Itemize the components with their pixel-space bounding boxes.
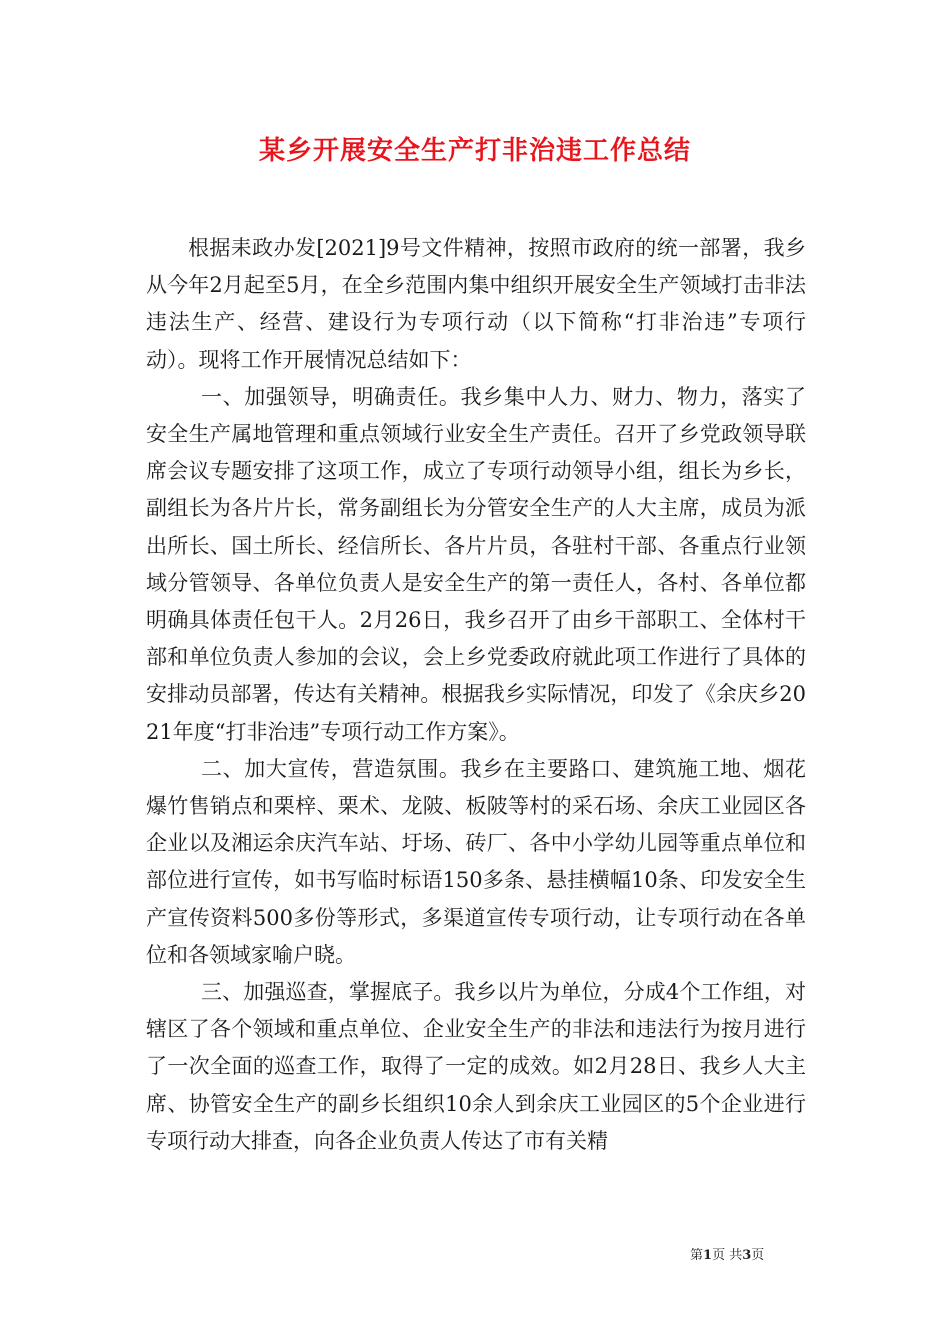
footer-middle: 页 共 <box>712 1248 743 1263</box>
intro-paragraph: 根据耒政办发[2021]9号文件精神，按照市政府的统一部署，我乡从今年2月起至5月，在全乡范围内集中组织开展安全生产领域打击非法违法生产、经营、建设行为专项行动（以下简称“打非治违”专项行动）。现将工作开展情况总结如下： <box>146 236 806 372</box>
footer-prefix: 第 <box>690 1248 704 1263</box>
document-title: 某乡开展安全生产打非治违工作总结 <box>258 136 691 166</box>
page-footer <box>690 1248 764 1264</box>
footer-current-page: 1 <box>703 1248 713 1263</box>
section-1-paragraph: 一、加强领导，明确责任。我乡集中人力、财力、物力，落实了安全生产属地管理和重点领域行业安全生产责任。召开了乡党政领导联席会议专题安排了这项工作，成立了专项行动领导小组，组长为乡长，副组长为各片片长，常务副组长为分管安全生产的人大主席，成员为派出所长、国土所长、经信所长、各片片员，各驻村干部、各重点行业领域分管领导、各单位负责人是安全生产的第一责任人，各村、各单位都明确具体责任包干人。2月26日，我乡召开了由乡干部职工、全体村干部和单位负责人参加的会议，会上乡党委政府就此项工作进行了具体的安排动员部署，传达有关精神。根据我乡实际情况，印发了《余庆乡2021年度“打非治违”专项行动工作方案》。 <box>146 384 806 744</box>
section-3-paragraph: 三、加强巡查，掌握底子。我乡以片为单位，分成4个工作组，对辖区了各个领域和重点单位、企业安全生产的非法和违法行为按月进行了一次全面的巡查工作，取得了一定的成效。如2月28日、我乡人大主席、协管安全生产的副乡长组织10余人到余庆工业园区的5个企业进行专项行动大排查，向各企业负责人传达了市有关精 <box>146 980 806 1153</box>
document-body <box>146 230 806 1160</box>
section-2-paragraph: 二、加大宣传，营造氛围。我乡在主要路口、建筑施工地、烟花爆竹售销点和栗梓、栗术、龙陂、板陂等村的采石场、余庆工业园区各企业以及湘运余庆汽车站、圩场、砖厂、各中小学幼儿园等重点单位和部位进行宣传，如书写临时标语150多条、悬挂横幅10条、印发安全生产宣传资料500多份等形式，多渠道宣传专项行动，让专项行动在各单位和各领域家喻户晓。 <box>146 756 806 967</box>
footer-suffix: 页 <box>751 1248 765 1263</box>
footer-total-pages: 3 <box>742 1248 752 1263</box>
